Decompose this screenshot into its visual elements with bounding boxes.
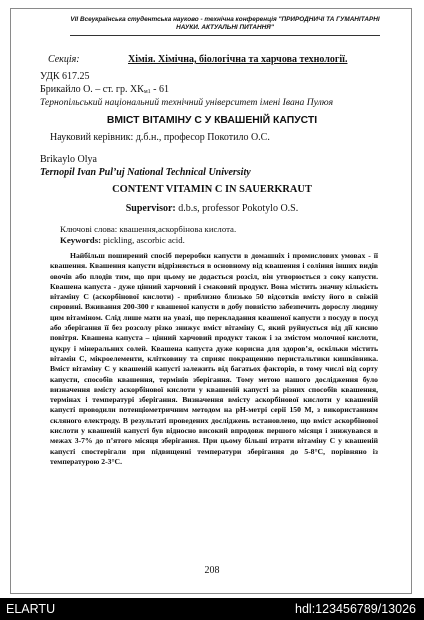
footer-handle-link[interactable]: hdl:123456789/13026 [295,602,416,616]
author-ua-group-num: - 61 [150,84,169,95]
author-ua-group-sub: м1 [143,89,151,95]
keywords-ua: Ключові слова: квашення,аскорбінова кислота. [60,224,237,234]
footer-bar [0,598,424,620]
supervisor-ua: Науковий керівник: д.б.н., професор Покотило О.С. [50,132,270,143]
author-ua-name: Брикайло О. – ст. гр. ХК [40,84,144,95]
author-en: Brikaylo Olya [40,154,97,165]
keywords-en [60,235,185,245]
udk-code: УДК 617.25 [40,71,90,82]
author-ua [40,84,169,95]
section-row [40,54,380,65]
university-en: Ternopil Ivan Pul’uj National Technical University [40,167,251,178]
header-divider [70,35,380,36]
university-ua: Тернопільський національний технічний університет імені Івана Пулюя [40,97,334,108]
keywords-en-label: Keywords: [60,235,102,245]
supervisor-en [0,203,424,214]
section-label: Секція: [48,54,80,65]
page-number: 208 [204,565,220,576]
conference-header: VII Всеукраїнська студентська науково - технічна конференція "ПРИРОДНИЧІ ТА ГУМАНІТАРНІ НАУКИ. АКТУАЛЬНІ ПИТАННЯ" [70,16,380,31]
supervisor-en-label: Supervisor: [125,203,176,214]
keywords-en-value: pickling, ascorbic acid. [101,235,185,245]
footer-repository-label: ELARTU [6,602,56,616]
section-value: Хімія. Хімічна, біологічна та харчова технології. [128,54,348,65]
title-ua: ВМІСТ ВІТАМІНУ С У КВАШЕНІЙ КАПУСТІ [106,115,318,126]
title-en: CONTENT VITAMIN C IN SAUERKRAUT [112,184,312,195]
body-paragraph: Найбільш поширений спосіб переробки капусти в домашніх і промислових умовах - її квашення. Квашення капусти відрізняється в основному від квашення і соління інших видів овочів або плодів тим, що при цьому не додається розсіл, він утворюється з соку капусти. Квашена капуста - дуже цінний харчовий і смаковий продукт. Вона містить значну кількість вітаміну С (аскорбінової кислоти) - приблизно близько 50 відсотків вмісту його в свіжій сировині. Вживання 200-300 г квашеної капусти в добу повністю забезпечить дорослу людину цим вітаміном. Слід лише мати на увазі, що перекладання квашеної капусти з посуду в посуд або зберігання її без розсолу різко знижує вміст вітаміну С, який руйнується від дії кисню повітря. Квашена капуста – цінний харчовий продукт також і за змістом молочної кислоти, цукру і мінеральних солей. Квашена капуста дуже корисна для здоров’я, оскільки містить вітамін С, мікроелементи, клітковину та сприяє покращенню перистальтики кишківника. Вміст вітаміну С у квашеній капусті залежить від багатьох факторів, в тому числі від сорту капусти, способів квашення, термінів зберігання. Тому метою нашого дослідження було визначення вмісту аскорбінової кислоти у квашеній капусті за різних способів квашення, термінах і температурі зберігання. Визначення вмісту аскорбінової кислоти у квашеній капусті проводили потенціометричним методом на pH-метрі серії 150 М, з використанням скляного електроду. В результаті проведених досліджень встановлено, що вміст аскорбінової кислоти у квашеній капусті був відносно високий впродовж першого місяця і знижувався в межах 3-7% до п’ятого місяця зберігання. При цьому більші втрати вітаміну С у квашеній капусті спостерігали при підвищенні температури зберігання до 5-8°С, порівняно із температурою 2-3°С. [50,251,378,466]
supervisor-en-value: d.b.s, professor Pokotylo O.S. [175,203,299,214]
